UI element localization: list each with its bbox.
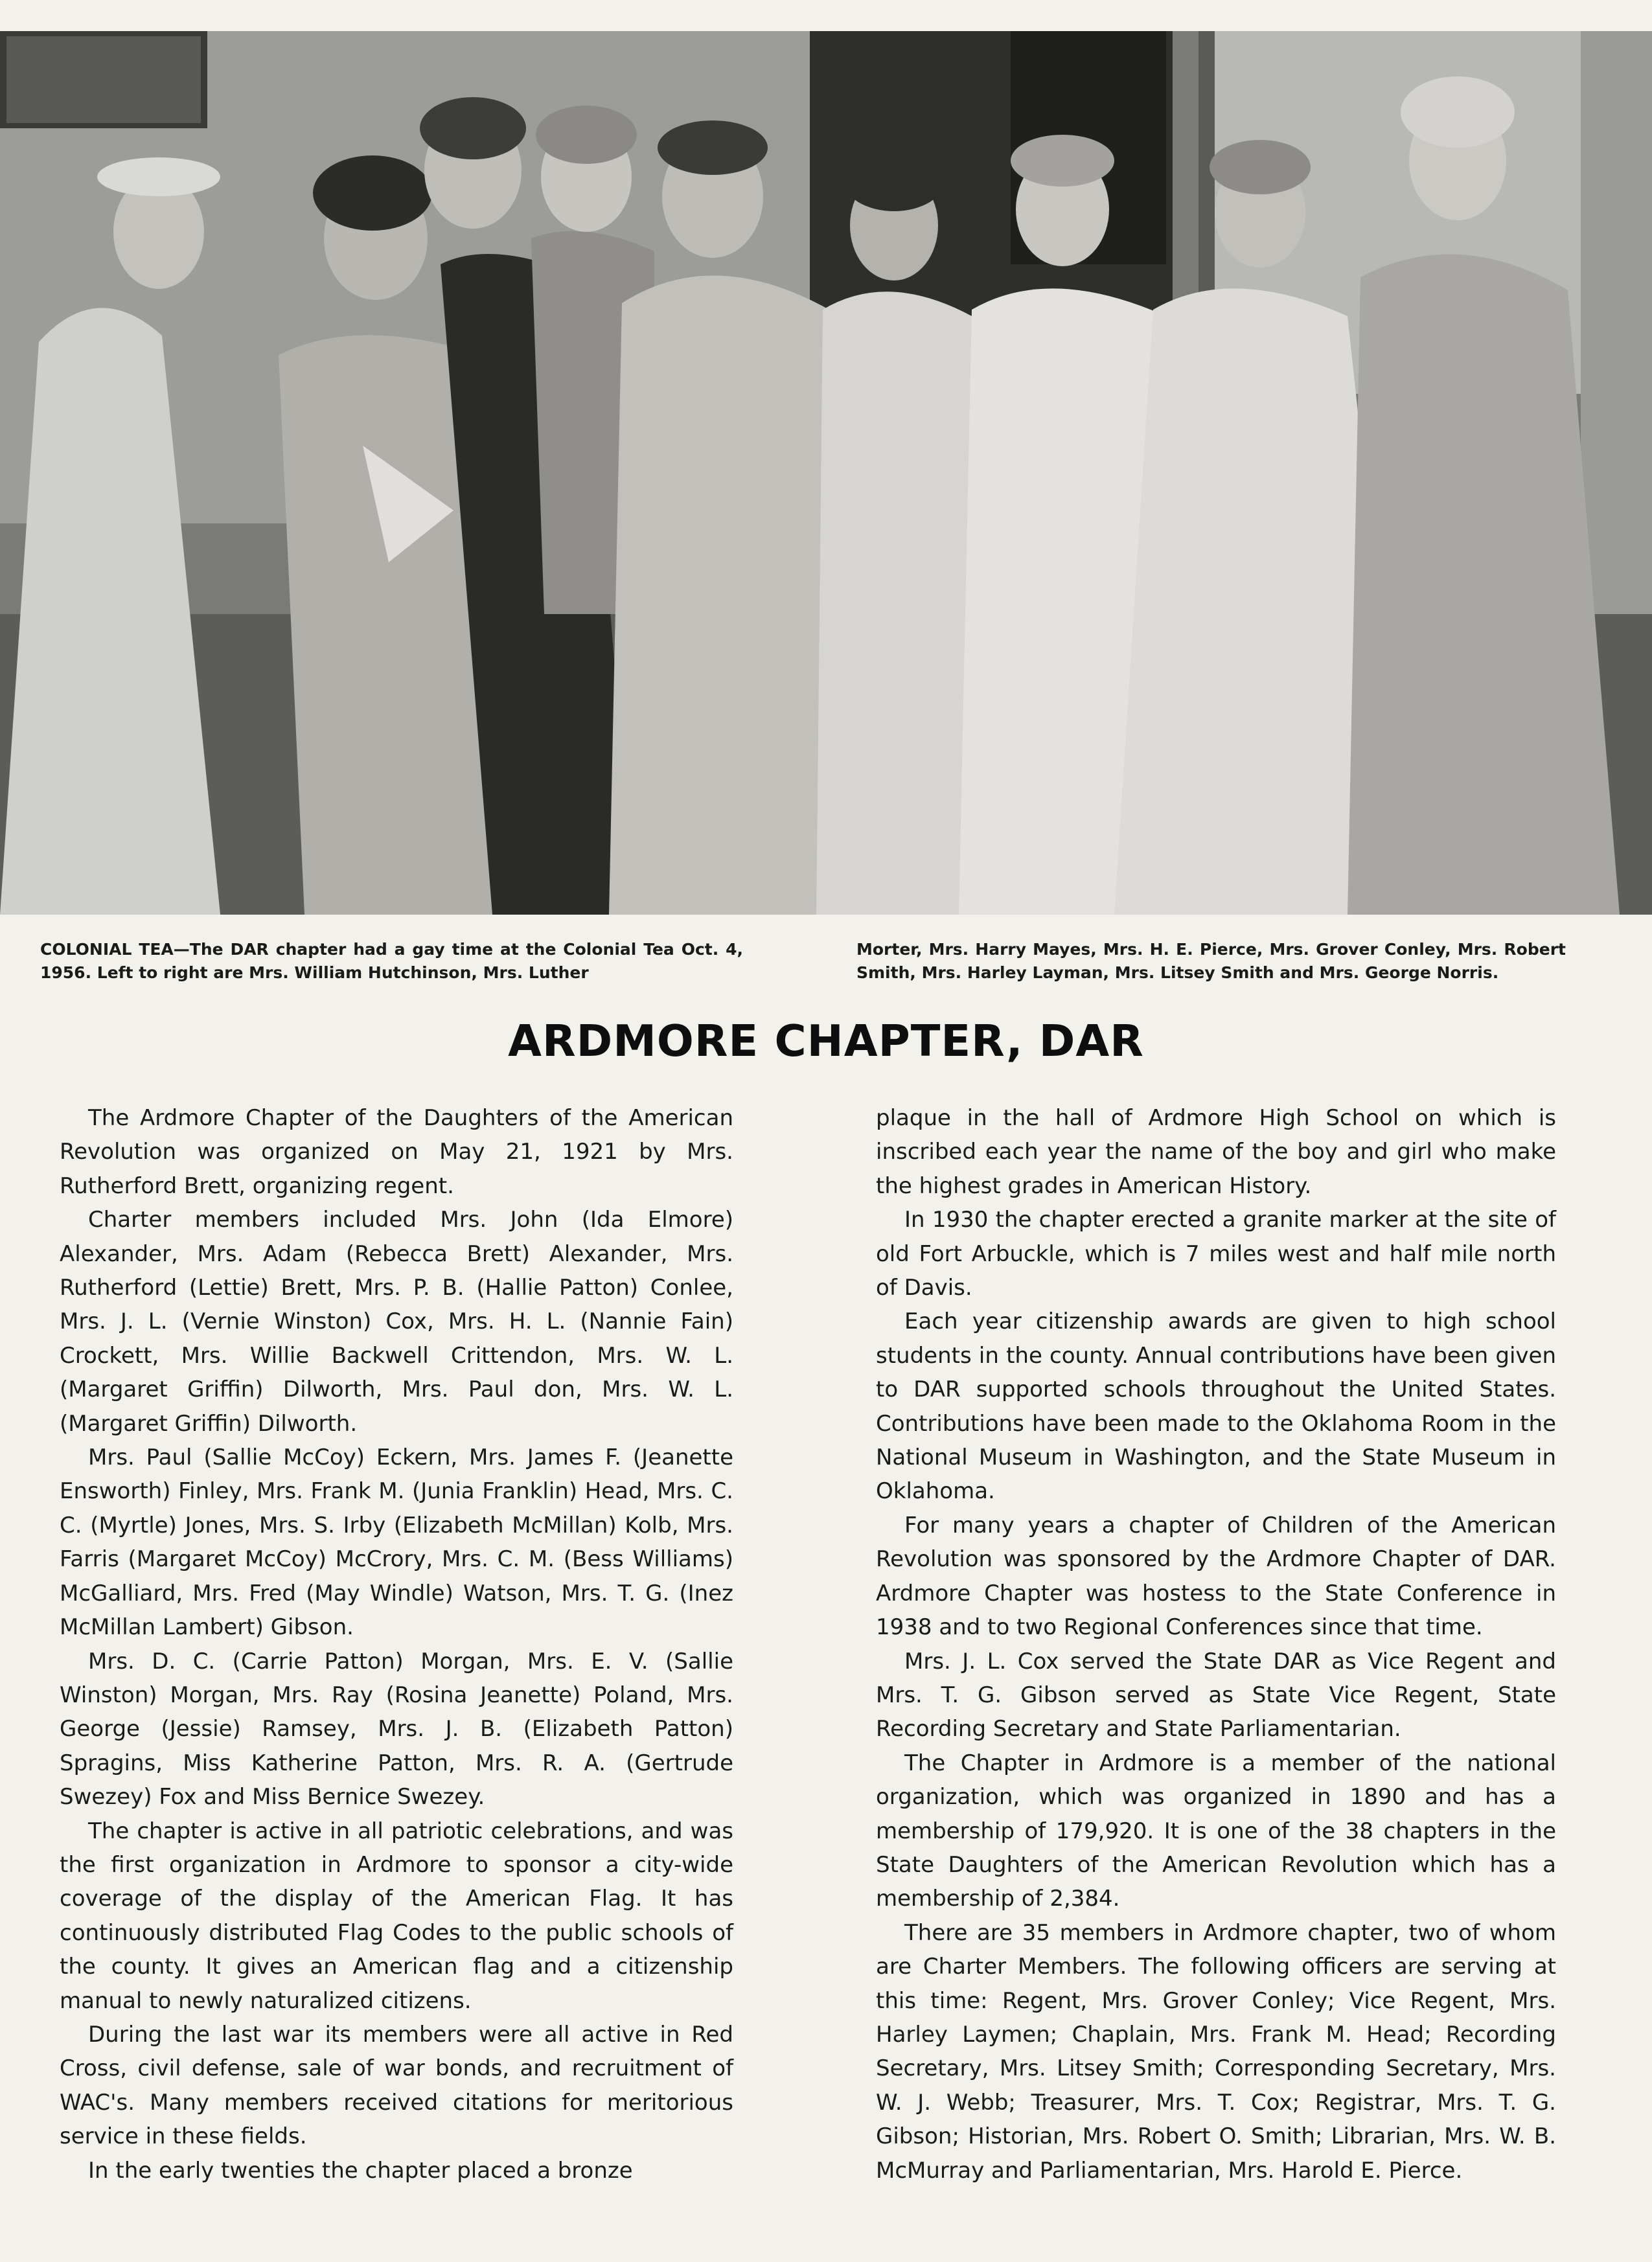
article-title: ARDMORE CHAPTER, DAR [508, 1016, 1144, 1066]
paragraph: Charter members included Mrs. John (Ida Elmore) Alexander, Mrs. Adam (Rebecca Brett) Alexander, Mrs. Rutherford (Lettie) Brett, Mrs. P. B. (Hallie Patton) Conlee, Mrs. J. L. (Vernie Winston) Cox, Mrs. H. L. (Nannie Fain) Crockett, Mrs. Willie Backwell Crittendon, Mrs. W. L. (Margaret Griffin) Dilworth, Mrs. Paul don, Mrs. W. L. (Margaret Griffin) Dilworth. [60, 1207, 733, 1437]
paragraph: The chapter is active in all patriotic celebrations, and was the first organization in Ardmore to sponsor a city-wide coverage of the display of the American Flag. It has continuously distributed Flag Codes to the public schools of the county. It gives an American flag and a citizenship manual to newly naturalized citizens. [60, 1818, 733, 2014]
colonial-tea-photo [0, 31, 1652, 915]
paragraph: The Ardmore Chapter of the Daughters of the American Revolution was organized on May 21, 1921 by Mrs. Rutherford Brett, organizing regent. [60, 1105, 733, 1199]
photo-illustration [0, 31, 1652, 915]
left-column [60, 1101, 733, 2188]
paragraph: Mrs. D. C. (Carrie Patton) Morgan, Mrs. E. V. (Sallie Winston) Morgan, Mrs. Ray (Rosina Jeanette) Poland, Mrs. George (Jessie) Ramsey, Mrs. J. B. (Elizabeth Patton) Spragins, Miss Katherine Patton, Mrs. R. A. (Gertrude Swezey) Fox and Miss Bernice Swezey. [60, 1648, 733, 1811]
paragraph: There are 35 members in Ardmore chapter, two of whom are Charter Members. The following officers are serving at this time: Regent, Mrs. Grover Conley; Vice Regent, Mrs. Harley Laymen; Chaplain, Mrs. Frank M. Head; Recording Secretary, Mrs. Litsey Smith; Corresponding Secretary, Mrs. W. J. Webb; Treasurer, Mrs. T. Cox; Registrar, Mrs. T. G. Gibson; Historian, Mrs. Robert O. Smith; Librarian, Mrs. W. B. McMurray and Parliamentarian, Mrs. Harold E. Pierce. [876, 1919, 1556, 2184]
paragraph: Mrs. J. L. Cox served the State DAR as Vice Regent and Mrs. T. G. Gibson served as State Vice Regent, State Recording Secretary and State Parliamentarian. [876, 1648, 1556, 1742]
right-column [876, 1101, 1556, 2188]
paragraph: The Chapter in Ardmore is a member of the national organization, which was organized in 1890 and has a membership of 179,920. It is one of the 38 chapters in the State Daughters of the American Revolution which has a membership of 2,384. [876, 1750, 1556, 1912]
paragraph: Each year citizenship awards are given to high school students in the county. Annual contributions have been given to DAR supported schools throughout the United States. Contributions have been made to the Oklahoma Room in the National Museum in Washington, and the State Museum in Oklahoma. [876, 1308, 1556, 1505]
photo-caption-left: COLONIAL TEA—The DAR chapter had a gay time at the Colonial Tea Oct. 4, 1956. Left to right are Mrs. William Hutchinson, Mrs. Luther [40, 940, 743, 982]
paragraph: plaque in the hall of Ardmore High School on which is inscribed each year the name of the boy and girl who make the highest grades in American History. [876, 1105, 1556, 1199]
paragraph: In 1930 the chapter erected a granite marker at the site of old Fort Arbuckle, which is 7 miles west and half mile north of Davis. [876, 1207, 1556, 1301]
photo-caption-right: Morter, Mrs. Harry Mayes, Mrs. H. E. Pierce, Mrs. Grover Conley, Mrs. Robert Smith, Mrs. Harley Layman, Mrs. Litsey Smith and Mrs. George Norris. [856, 940, 1566, 982]
paragraph: During the last war its members were all active in Red Cross, civil defense, sale of war bonds, and recruitment of WAC's. Many members received citations for meritorious service in these fields. [60, 2021, 733, 2150]
paragraph: In the early twenties the chapter placed a bronze [88, 2157, 633, 2184]
paragraph: Mrs. Paul (Sallie McCoy) Eckern, Mrs. James F. (Jeanette Ensworth) Finley, Mrs. Frank M. (Junia Franklin) Head, Mrs. C. C. (Myrtle) Jones, Mrs. S. Irby (Elizabeth McMillan) Kolb, Mrs. Farris (Margaret McCoy) McCrory, Mrs. C. M. (Bess Williams) McGalliard, Mrs. Fred (May Windle) Watson, Mrs. T. G. (Inez McMillan Lambert) Gibson. [60, 1445, 733, 1641]
paragraph: For many years a chapter of Children of the American Revolution was sponsored by the Ardmore Chapter of DAR. Ardmore Chapter was hostess to the State Conference in 1938 and to two Regional Conferences since that time. [876, 1512, 1556, 1641]
